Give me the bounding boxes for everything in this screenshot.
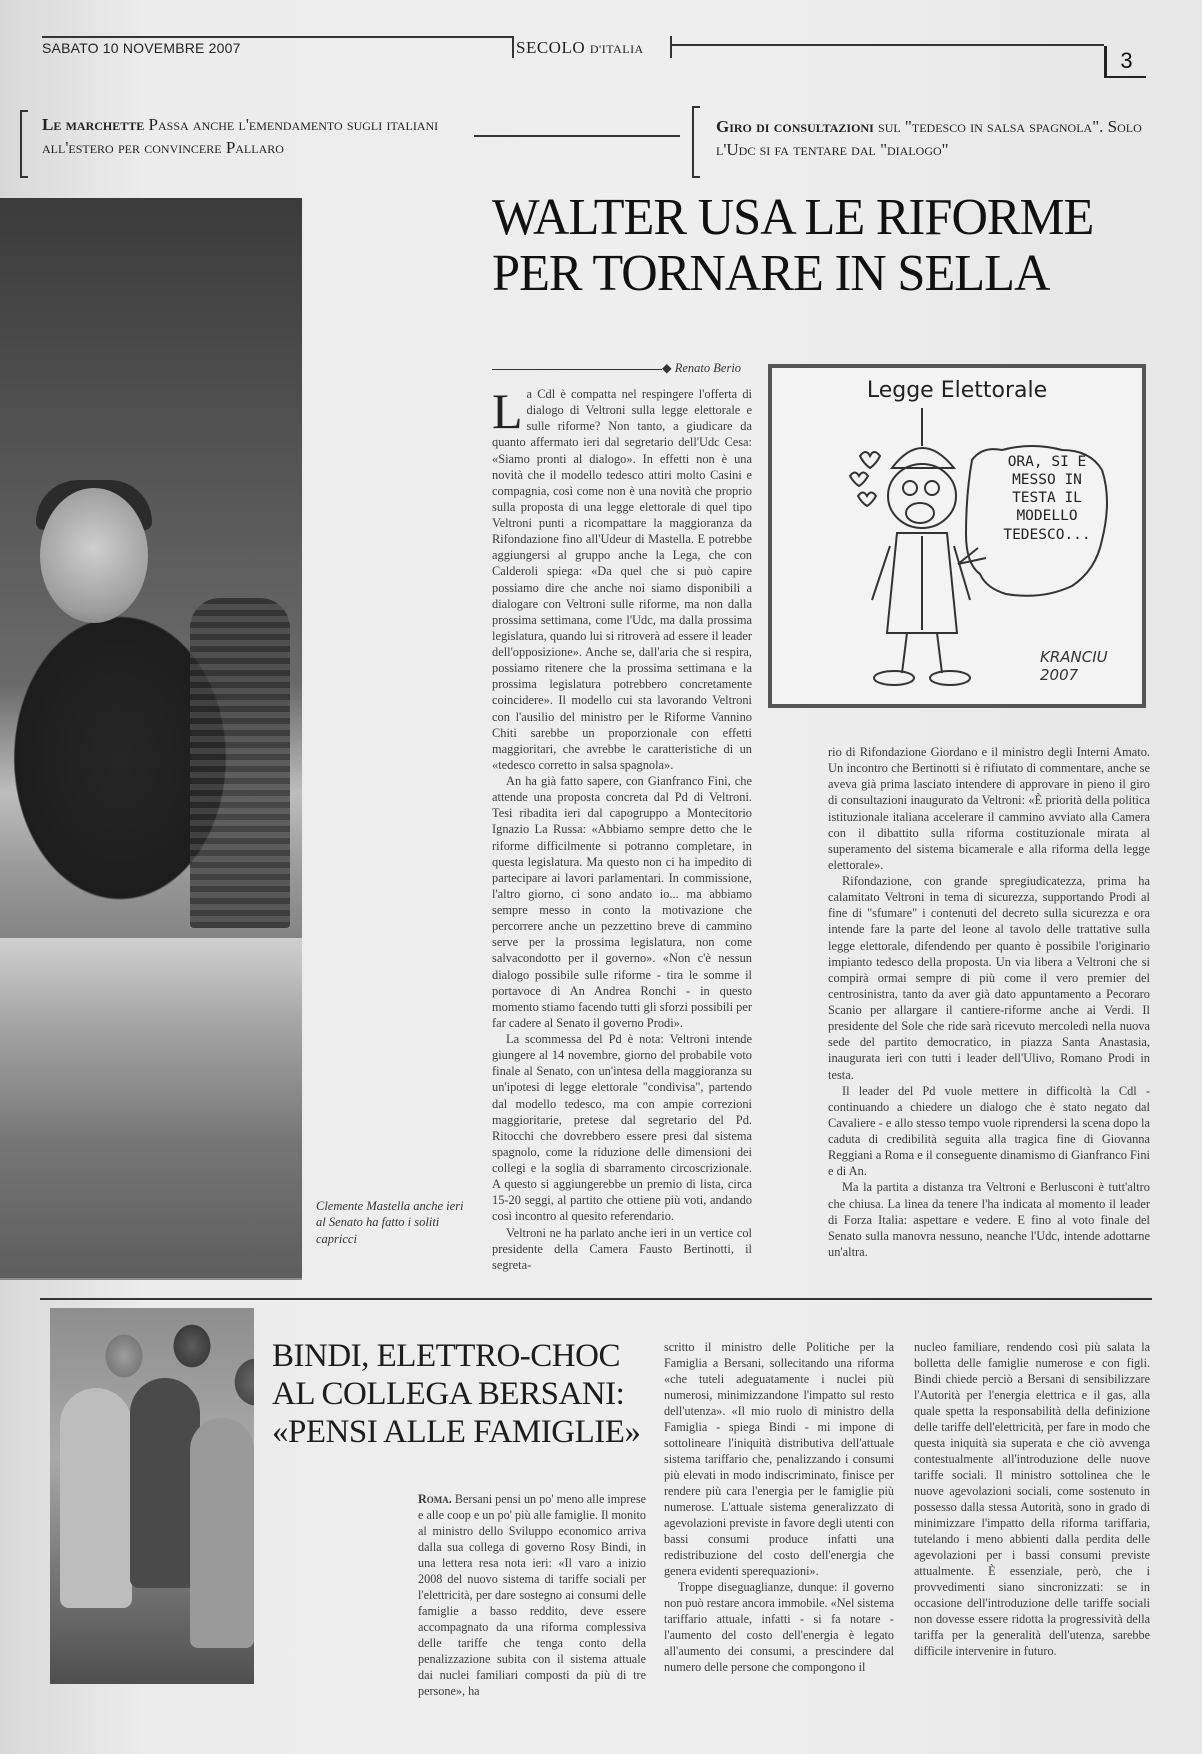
photo-face-shape [40,488,148,623]
cartoon-nose [906,503,934,523]
heart-1 [860,452,880,468]
lower-article-col1 [418,1492,646,1698]
lower-headline-line1: BINDI, ELETTRO-CHOC [272,1338,620,1374]
masthead-rule-right [670,44,1104,46]
lower-headline-line2: AL COLLEGA BERSANI: [272,1375,625,1412]
lower-headline [272,1338,672,1452]
issue-date: SABATO 10 NOVEMBRE 2007 [42,40,241,56]
balloon-line-3: TESTA IL [1012,490,1082,507]
page-number: 3 [1104,46,1146,78]
lower-col1-text: Bersani pensi un po' meno alle imprese e alle coop e un po' più alle famiglie. Il monito al ministro dello Sviluppo economico arriva dalla sua collega di governo Rosy Bindi, in una lettera resa nota ieri: «Il varo a inizio 2008 del nuovo sistema di tariffe sociali per l'elettricità, per dare sostegno ai consumi delle famiglie a basso reddito, deve essere accompagnato da una riforma complessiva delle tariffe che tenga conto della penalizzazione subita con il sistema attuale dai nuclei familiari composti da più di tre persone», ha [418,1492,646,1698]
masthead-tick-left [512,36,514,58]
lower-article-col3 [914,1340,1150,1684]
lower-col2-para1: scritto il ministro delle Politiche per la Famiglia a Bersani, sollecitando una riforma «che tuteli adeguatamente i nuclei più numerosi, minimizzandone l'impatto sul resto dell'utenza». «Il mio ruolo di ministro della Famiglia - spiega Bindi - mi impone di sottolineare l'iniquità distributiva dell'attuale sistema tariffario che, penalizzando i consumi più elevati in modo indiscriminato, finisce per rendere più cara l'energia per le famiglie più numerose. L'attuale sistema generalizzato di agevolazioni previste in favore degli utenti con bassi consumi produce infatti una redistribuzione del costo dell'energia che genera evidenti sperequazioni». [664,1340,894,1578]
main-article-col1 [492,383,752,1272]
photo-desk-shape [0,938,302,1278]
main-col1-para3: La scommessa del Pd è nota: Veltroni intende giungere al 14 novembre, giorno del probabile voto finale al Senato, con un'intesa della maggioranza su un'ipotesi di legge elettorale "condivisa", partendo dal modello tedesco, ma con ampie correzioni maggioritarie, pretese dal segretario del Pd. Ritocchi che dovrebbero essere presi dal sistema spagnolo, come la riduzione delle dimensioni dei collegi e la soglia di sbarramento circoscrizionale. A questo si aggiungerebbe un premio di lista, circa 15-20 seggi, al partito che ottiene più voti, andando così incontro al quesito referendario. [492,1032,752,1224]
masthead-rule-left [42,36,512,38]
byline: ◆ Renato Berio [662,361,742,375]
balloon-line-4: MODELLO [1016,508,1078,525]
teaser-right-bracket [692,106,700,178]
cartoon-shoe-right [930,671,970,685]
main-col2-para4: Ma la partita a distanza tra Veltroni e Berlusconi è tutt'altro che chiusa. La linea da tenere l'ha indicata al momento il leader di Forza Italia: aspettare e vedere. E fino al voto finale del Senato sulla manovra nessuno, neanche l'Udc, intende adottarne un'altra. [828,1180,1150,1259]
main-col1-para2: An ha già fatto sapere, con Gianfranco Fini, che attende una proposta concreta dal Pd di Veltroni. Tesi ribadita ieri dal capogruppo a Montecitorio Ignazio La Russa: «Abbiamo sempre detto che le riforme difficilmente si potranno completare, in questa legislatura. Ma questo non ci ha impedito di partecipare ai lavori parlamentari. In commissione, l'altro giorno, ci sono andato io... ma abbiamo sempre messo in conto la motivazione che percorrere anche un pezzettino breve di cammino serve per la prossima legislatura, non come salvacondotto per il governo». «Non c'è nessun dialogo possibile sulle riforme - tira le somme il portavoce di An Andrea Ronchi - in questo momento stiamo facendo tutti gli sforzi possibili per far cadere al Senato il governo Prodi». [492,774,752,1030]
photo-child-3 [190,1418,254,1648]
lower-col2-para2: Troppe diseguaglianze, dunque: il governo non può restare ancora immobile. «Nel sistema tariffario attuale, infatti - si fa notare - l'aumento del costo dell'energia è legato all'aumento dei consumi, a prescindere dal numero delle persone che compongono il [664,1579,894,1674]
cartoon-arm-left [872,546,890,600]
main-col2-para2: Rifondazione, con grande spregiudicatezza, prima ha calamitato Veltroni in tema di sicurezza, supportando Prodi al fine di "sfumare" i contenuti del decreto sulla sicurezza e ora intende fare la parte del leone al tavolo delle trattative sulla legge elettorale, difendendo per quanto è possibile l'originario impianto tedesco della proposta. Un via libera a Veltroni che si compirà ormai sempre di più come il vero premier del centrosinistra, tanto da aver già dato appuntamento a Pecoraro Scanio per allargare il cantiere-riforme anche ai Verdi. Il presidente del Sole che ride sarà ricevuto mercoledì nella nuova sede del partito democratico, in piazza Santa Anastasia, inaugurata ieri con tutti i leader dell'Ulivo, Romano Prodi in testa. [828,874,1150,1082]
lower-dateline: Roma. [418,1492,452,1506]
cartoon-leg-left [902,633,907,673]
dropcap: L [492,383,523,439]
heart-2 [850,473,868,487]
byline-rule [492,369,662,370]
teaser-right: Giro di consultazioni sul "tedesco in salsa spagnola". Solo l'Udc si fa tentare dal "dialogo" [716,117,1142,159]
lower-article-col2 [664,1340,894,1684]
main-headline-line1: WALTER USA LE RIFORME [492,189,1094,246]
cartoon-leg-right [937,633,942,673]
lower-col1-para [418,1492,646,1700]
photo-child-1 [60,1388,132,1608]
photo-chair-shape [190,598,290,928]
main-headline [492,190,1152,302]
heart-3 [858,493,876,507]
lower-headline-line3: «PENSI ALLE FAMIGLIE» [272,1413,641,1450]
newspaper-name: SECOLO D'ITALIA [516,38,644,57]
main-col1-para1: a Cdl è compatta nel respingere l'offerta di dialogo di Veltroni sulla legge elettorale e sulle riforme? Non tanto, a giudicare da quanto affermato ieri dal segretario dell'Udc Cesa: «Siamo pronti al dialogo». In effetti non è una novità che il modello tedesco attiri molto Casini e compagnia, così come non è una novità che proprio sulla proposta di una legge elettorale di quel tipo Veltroni punti a ricompattare la maggioranza da Rifondazione fino all'Udeur di Mastella. E potrebbe aggiungersi al gruppo anche la Lega, che con Calderoli spiega: «Da quel che si può capire possiamo dire che anche noi siamo disponibili a dialogare con Veltroni sulle riforme, ma non dalla prossima settimana, come l'Udc, ma dalla prossima legislatura, quando lui si ritroverà ad essere il leader dell'opposizione». Anche se, dall'aria che si respira, possiamo ritenere che la prossima settimana e la prossima legislatura potrebbero concretamente coincidere». Il modello cui sta lavorando Veltroni con l'ausilio del ministro per le Riforme Vannino Chiti sarebbe un proporzionale con effetti maggioritari, che avrebbe le caratteristiche di un «tedesco corretto in salsa spagnola». [492,387,752,772]
lower-col3-para: nucleo familiare, rendendo così più salata la bolletta delle famiglie numerose e con figli. Bindi chiede perciò a Bersani di sensibilizzare l'Autorità per l'energia elettrica e il gas, alla quale spetta la responsabilità della definizione delle tariffe dell'elettricità, per fare in modo che questa iniquità sia superata e che ciò avvenga contestualmente all'introduzione delle nuove tariffe sociali. Il ministro sottolinea che le nuove agevolazioni sociali, come sostenuto in possesso dalla stessa Autorità, sono in grado di minimizzare l'impatto della riforma tariffaria, tutelando i meno abbienti dalla perdita delle agevolazioni per i bassi consumi previste attualmente. È essenziale, però, che i provvedimenti siano sincronizzati: se in occasione dell'introduzione delle tariffe sociali non dovesse essere ridotta la progressività della tariffa per la generalità dell'utenza, sarebbe difficile intervenire in futuro. [914,1340,1150,1658]
speech-balloon-text [982,453,1112,593]
main-col2-para1: rio di Rifondazione Giordano e il ministro degli Interni Amato. Un incontro che Bertinotti si è rifiutato di commentare, anche se aveva già prima lasciato intendere di approvare in pieno il giro di consultazioni inaugurato da Veltroni: «È priorità della politica istituzionale italiana accelerare il cammino avviato alla Camera con il dibattito sulla riforma costituzionale mirata al superamento del sistema bicamerale e alla riforma della legge elettorale». [828,745,1150,872]
cartoon-box [768,364,1146,708]
balloon-line-2: MESSO IN [1012,472,1082,489]
cartoon-eye-right [925,481,939,495]
main-col1-para4: Veltroni ne ha parlato anche ieri in un vertice col presidente della Camera Fausto Bertinotti, il segreta- [492,1225,752,1272]
main-article-col2 [828,744,1150,1276]
masthead-tick-right [670,36,672,58]
teaser-left-bracket [20,110,28,178]
cartoon-shoe-left [874,671,914,685]
section-divider [40,1298,1152,1300]
cartoon-title: Legge Elettorale [866,378,1048,403]
main-headline-line2: PER TORNARE IN SELLA [492,245,1050,303]
teaser-divider [474,135,680,137]
teaser-left: Le marchette Passa anche l'emendamento sugli italiani all'estero per convincere Pallaro [42,115,439,157]
main-col2-para3: Il leader del Pd vuole mettere in difficoltà la Cdl - continuando a chiedere un dialogo che è stato negato dal Cavaliere - e allo stesso tempo vuole riprendersi la scena dopo la caduta di credibilità seguita alla tragica fine di Giovanna Reggiani a Roma e il conseguente dinamismo di Gianfranco Fini e di An. [828,1083,1150,1179]
cartoon-head [888,464,956,528]
balloon-line-5: TEDESCO... [1003,526,1091,543]
mastella-photo [0,198,302,1280]
cartoonist-signature: KRANCIU 2007 [1040,648,1108,684]
cartoon-eye-left [903,481,917,495]
balloon-line-1: ORA, SI È [1007,454,1087,470]
family-photo [50,1308,254,1684]
photo-caption: Clemente Mastella anche ieri al Senato ha fatto i soliti capricci [316,1199,464,1246]
